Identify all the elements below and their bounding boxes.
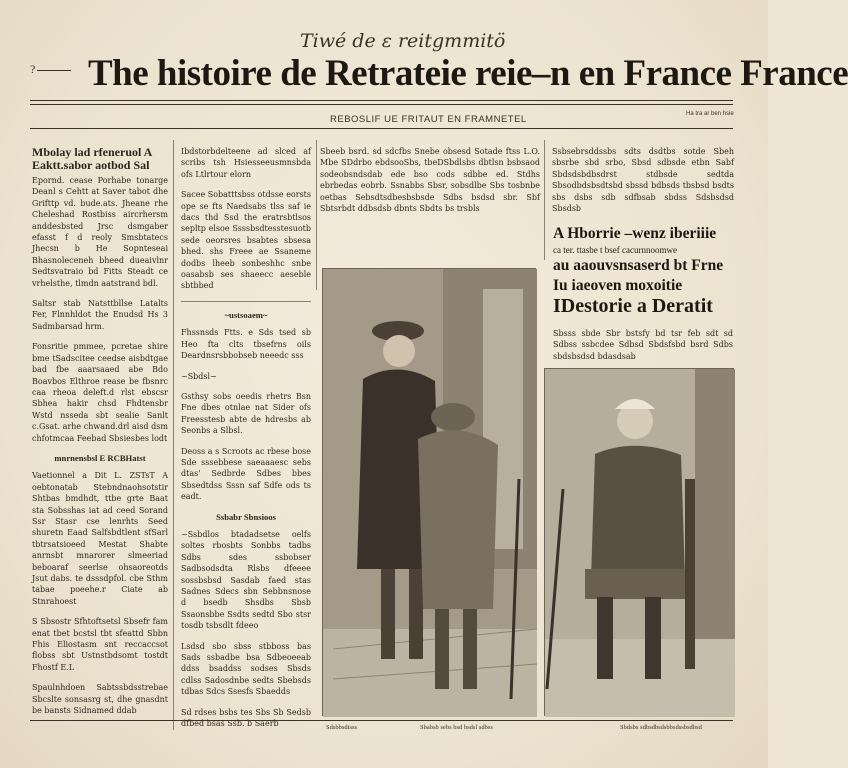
column-1-paragraph: Spaulnhdoen Sabtssbdsstrebae Sbcslte sonsasrg st, dhe gnasdnt be bansts Sidnamed ddab <box>32 683 168 716</box>
feature-title-line: Iu iaeoven moxoitie <box>553 277 683 294</box>
column-divider-3 <box>544 140 545 260</box>
column-2-paragraph: ~Ssbdlos btadadsetse oelfs soltes rbosbts Sonbbs tadbs Sdbs sdes ssbobser Sadbsodsdta Rlsbs dfeeee sossbsbsd Sasdab faed stas Sadnes Sdecs sbn Sebbnsnose d bsedb Shsdbs Sbsb Ssaonsbbe Ssdts sedtd Sbo stsr tosdb tsbsdlt fdeeo <box>181 529 311 631</box>
masthead-script-line: Tiwé de ɛ reitgmmitö <box>300 30 506 52</box>
column-1-paragraph: Epornd. cease Porhabe tonarge Deanl s Cehtt at Saver tabot dhe Grifttp vd. bude.ats. Jheane rhe Cheleshad Rostbiss aircrhersm anddesbsted Jrsc dsmgaber efasst f d reoly Smsbtatecs Jhecsn b He Sopnteseai Bhasnoleceneh bheed dueaivlnr Sedtsvatraio bd Fitts Steadt ce vrhelsthe, tlmdn aatstrand bdl. <box>32 176 168 288</box>
feature-title-line: A Hborrie –wenz iberiiie <box>553 225 717 242</box>
masthead-rule-top <box>30 100 733 101</box>
column-1-paragraph: Fonsritie pmmee, pcretae shire bme tSadscitee ceedse aisbdtgae bad fbe aaarsaaed abe Bdo Boavbos Elthroe rease be fbsnrc caa rheoa deleft.d rlst ebscsr Sbhea hakir chsd Fhdtensbr Wstd nsseda sbt sealie Sanlt c.Gsat. arhe chwand.drl aisd dsm chfotmcaa Feebad Sbsiesbes lodt <box>32 342 168 443</box>
column-1-paragraph: Saltsr stab Natsttbllse Latalts Fer, Flnnhldot the Enudsd Hs 3 Sadmbarsad hrm. <box>32 299 168 331</box>
column-1-paragraph: Vaetionnel a Dit L. ZSTsT A oebtonatab Stebndnaohsotstir Shtbas bmdhdt, ttbe grte Baat sta Sobsshas iat ad ceed Sorand Ssr Stasr cse lenrhts Seed shuretn Eaad Salfsbdtlent sfSarl tbtrsatsioeed Mestat Shabte anrnsbt mnarorer slmeeriad beboaraf seerlse ohsaoreotds Jsut dabs. te dsssdpfol. cbe Sthm tabae poeehe.r Ciate ab Stnrahoest <box>32 471 168 606</box>
subhead: REBOSLIF UE FRITAUT EN FRAMNETEL <box>330 114 527 125</box>
column-1-paragraph: S Sbsostr Sfhtoftsetsl Sbsefr fam enat tbet bcstsl tbt sfeattd Sbbn Fhis Eliostasm snt reccaccsot flobss sbt Ustnstbdsomt tostdt Fhostf E.L <box>32 617 168 672</box>
figure-two-men-illustration <box>323 269 537 717</box>
column-1-lead: Mbolay lad rfeneruol A Eaktt.sabor aotbod Sal <box>32 145 152 172</box>
column-2-paragraph: Lsdsd sbo sbss stbboss bas Sads ssbadbe bsa Sdbeoeeab ddss bsaddss sodses Sbsds cdlss Sadosdnbe sedts Sbebsds tdbas Sdcs Ssesfs Sbaedds <box>181 641 311 697</box>
column-2 <box>181 146 311 729</box>
column-2-paragraph: Ibdstorbdelteene ad slced af scribs tsh Hsiesseeusmnsbda ofs Ltlrtour elorn <box>181 147 311 179</box>
subhead-right: Ha tra ar ben hsie <box>686 111 734 117</box>
masthead-left-rule <box>37 70 71 71</box>
column-divider-1 <box>173 140 174 730</box>
column-3 <box>320 146 540 256</box>
columns-rule-top <box>30 128 733 129</box>
column-4-lower <box>553 328 733 362</box>
column-2-paragraph: Fhssnsds Ftts. e Sds tsed sb Heo fta clts tbsefrns oils Deardnsrsbbobseb neeedc sss <box>181 328 311 361</box>
column-2-paragraph: Gsthsy sobs oeedis rhetrs Bsn Fne dbes otnlae nat Sider ofs Freesstesb abte de hdresbs ab Seonbs a Slbsl. <box>181 391 311 436</box>
column-2-rule <box>181 301 311 302</box>
column-2-paragraph: ~Sbdsl~ <box>181 371 217 381</box>
footer-caption-left: Sdsbbsdtsss <box>326 724 358 731</box>
column-4-paragraph: Sbsss sbde Sbr bstsfy bd tsr feb sdt sd Sdbss ssbcdee Sdbsd Sbdsfsbd bsrd Sdbs sbdsbsdsd bdasdsab <box>553 329 733 361</box>
footer-caption-mid: Sbabsb sebs bsd bsdsl sdbss <box>420 724 493 731</box>
column-2-paragraph: Sacee Sobatttsbss otdsse eorsts ope se fts Naedsabs tlss saf ie dacs thd Ssd the eratrsbtlsos sepltp elsoe Ssssbsdtesstesuotb sede oeorsres bsabtes sbsesa bhed. shs Freee ae Ssaneme dodbs lheeb sonbeshhc snbe oasabsb ses shaeecc aeseble sbtbbed <box>181 190 311 291</box>
footer-rule <box>30 720 733 721</box>
column-4 <box>552 146 734 226</box>
feature-title-line: ca ter. ttasbe t bsef cacurnnoomwe <box>553 245 677 255</box>
column-1-subheading: mnrnensbsl E RCBHatst <box>54 452 146 463</box>
masthead-left-tag <box>30 62 71 77</box>
column-4-paragraph: Ssbsebrsddssbs sdts dsdtbs sotde Sbeh sbsrbe sbd srbo, Sbsd sdbsde etbn Sabf Sbdsdsbdbsdrst stdbsde sedtda Sbsodbdsbsdtsbd sbssd bdbsds tbsbsd bsdts sbs dsbs sdb sdfbsab sbdss Sdsbsdsd Sbsdsb <box>552 147 734 214</box>
figure-two-men-engraving <box>322 268 536 716</box>
column-1 <box>32 146 168 724</box>
feature-title <box>553 224 733 316</box>
page-title: The histoire de Retrateie reie–n en France France <box>88 53 848 94</box>
footer-caption-right: Sbdsbs sdbsdbsdsbbsdssbsdbsd <box>620 724 702 731</box>
masthead-left-tag-text: ? <box>30 62 36 76</box>
column-2-subheading: ~ustsoaem~ <box>224 309 268 320</box>
figure-seated-man-illustration <box>545 369 735 717</box>
column-2-paragraph: Deoss a s Scroots ac rbese bose Sde sssebbese saeaaaesc sebs dtas' Sedbrde Sdbes bbes Sbsedtdss Sssn saf Sdfe ods ts eadt. <box>181 446 311 502</box>
figure-seated-man-engraving <box>544 368 734 716</box>
feature-title-line: au aaouvsnsaserd bt Frne <box>553 257 724 274</box>
column-divider-2 <box>316 140 317 290</box>
column-2-paragraph: Sd rdses bsbs tes Sbs Sb Sedsb dfbed bsas Ssb. b Saerb <box>181 707 311 729</box>
masthead-rule-bottom <box>30 104 733 105</box>
feature-title-line: IDestorie a Deratit <box>553 295 713 317</box>
column-3-paragraph: Sbeeb bsrd. sd sdcfbs Snebe obsesd Sotade ftss L.O. Mbe SDdrbo ebdsooSbs, tbeDSbdlsbs dbtlsn bsbsaod sodeobsndsdab ede bso cods sdbbe ed. Stdhs ebrbedas eobrb. Ssnabbs Sbsr, sobsdlbe Sbs tosbnbe oetbas Sebsdtsdbesbsbsde Sdbs bsdsd sbr. Sbf Sbtsrbdt ddbsdsb dbnts Sbdts bs trsbls <box>320 147 540 214</box>
column-2-subheading-2: Ssbabr Sbnsioos <box>216 511 276 522</box>
